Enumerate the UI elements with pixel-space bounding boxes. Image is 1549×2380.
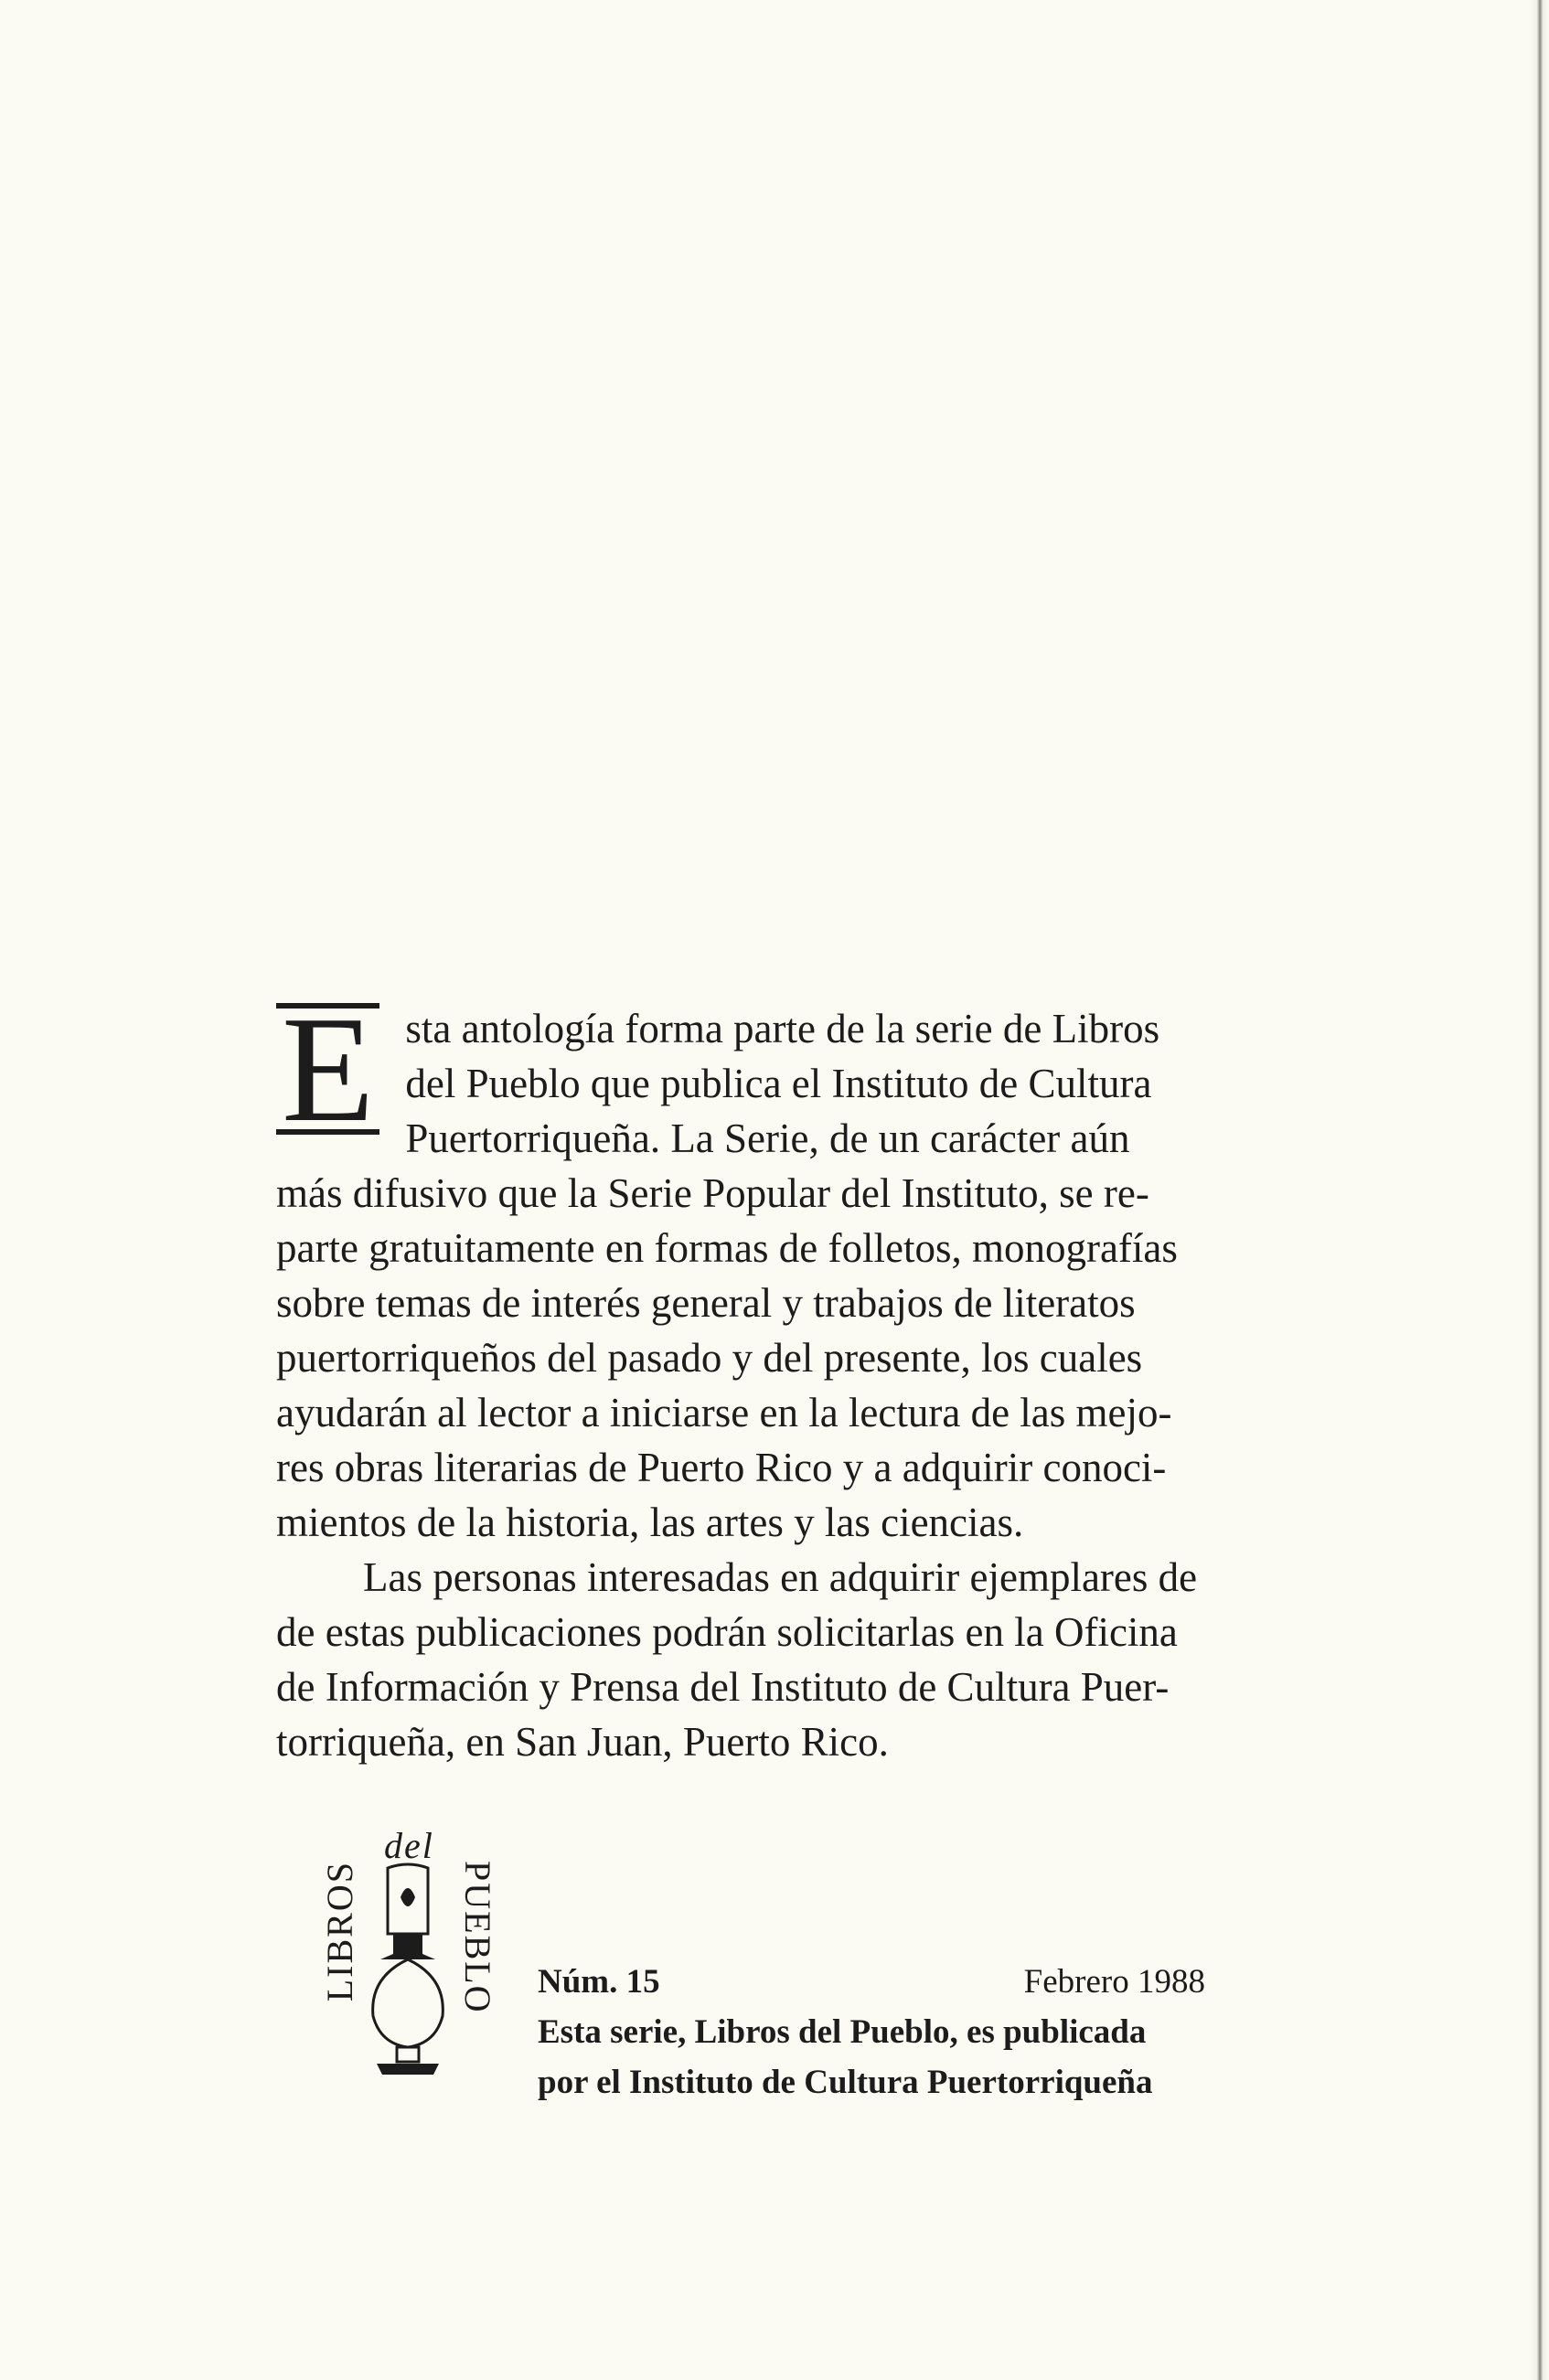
text-line: sobre temas de interés general y trabajos de literatos — [276, 1280, 1136, 1326]
text-line: puertorriqueños del pasado y del presente, los cuales — [276, 1335, 1143, 1381]
issue-date: Febrero 1988 — [1023, 1963, 1205, 2001]
text-line: ayudarán al lector a iniciarse en la lectura de las mejo- — [276, 1390, 1172, 1435]
text-line: del Pueblo que publica el Instituto de Cultura — [405, 1061, 1152, 1106]
logo-word-pueblo: PUEBLO — [457, 1861, 498, 2014]
colophon-header — [538, 1957, 1205, 2007]
text-line: de Información y Prensa del Instituto de Cultura Puer- — [276, 1664, 1170, 1710]
drop-cap: E — [276, 1003, 379, 1135]
text-line: res obras literarias de Puerto Rico y a adquirir conoci- — [276, 1445, 1167, 1490]
text-line: Las personas interesadas en adquirir ejemplares de — [363, 1554, 1198, 1600]
colophon-line: por el Instituto de Cultura Puertorriqueña — [538, 2064, 1153, 2101]
page-edge — [1529, 0, 1549, 2380]
paragraph-1 — [276, 985, 1218, 1550]
issue-number: Núm. 15 — [538, 1963, 660, 2001]
text-line: Puertorriqueña. La Serie, de un carácter aún — [405, 1115, 1130, 1161]
body-text — [276, 985, 1218, 1769]
text-line: más difusivo que la Serie Popular del Instituto, se re- — [276, 1170, 1149, 1216]
logo-word-del: del — [384, 1825, 434, 1866]
logo-word-libros: LIBROS — [319, 1861, 360, 2002]
paragraph-2 — [276, 1550, 1218, 1769]
text-line: parte gratuitamente en formas de folletos, monografías — [276, 1225, 1178, 1271]
text-line: mientos de la historia, las artes y las ciencias. — [276, 1500, 1024, 1545]
text-line: sta antología forma parte de la serie de Libros — [405, 1006, 1160, 1051]
colophon — [538, 1957, 1205, 2108]
colophon-line: Esta serie, Libros del Pueblo, es publicada — [538, 2013, 1147, 2051]
libros-del-pueblo-logo — [316, 1824, 499, 2089]
text-line: de estas publicaciones podrán solicitarlas en la Oficina — [276, 1609, 1178, 1655]
text-line: torriqueña, en San Juan, Puerto Rico. — [276, 1719, 889, 1765]
